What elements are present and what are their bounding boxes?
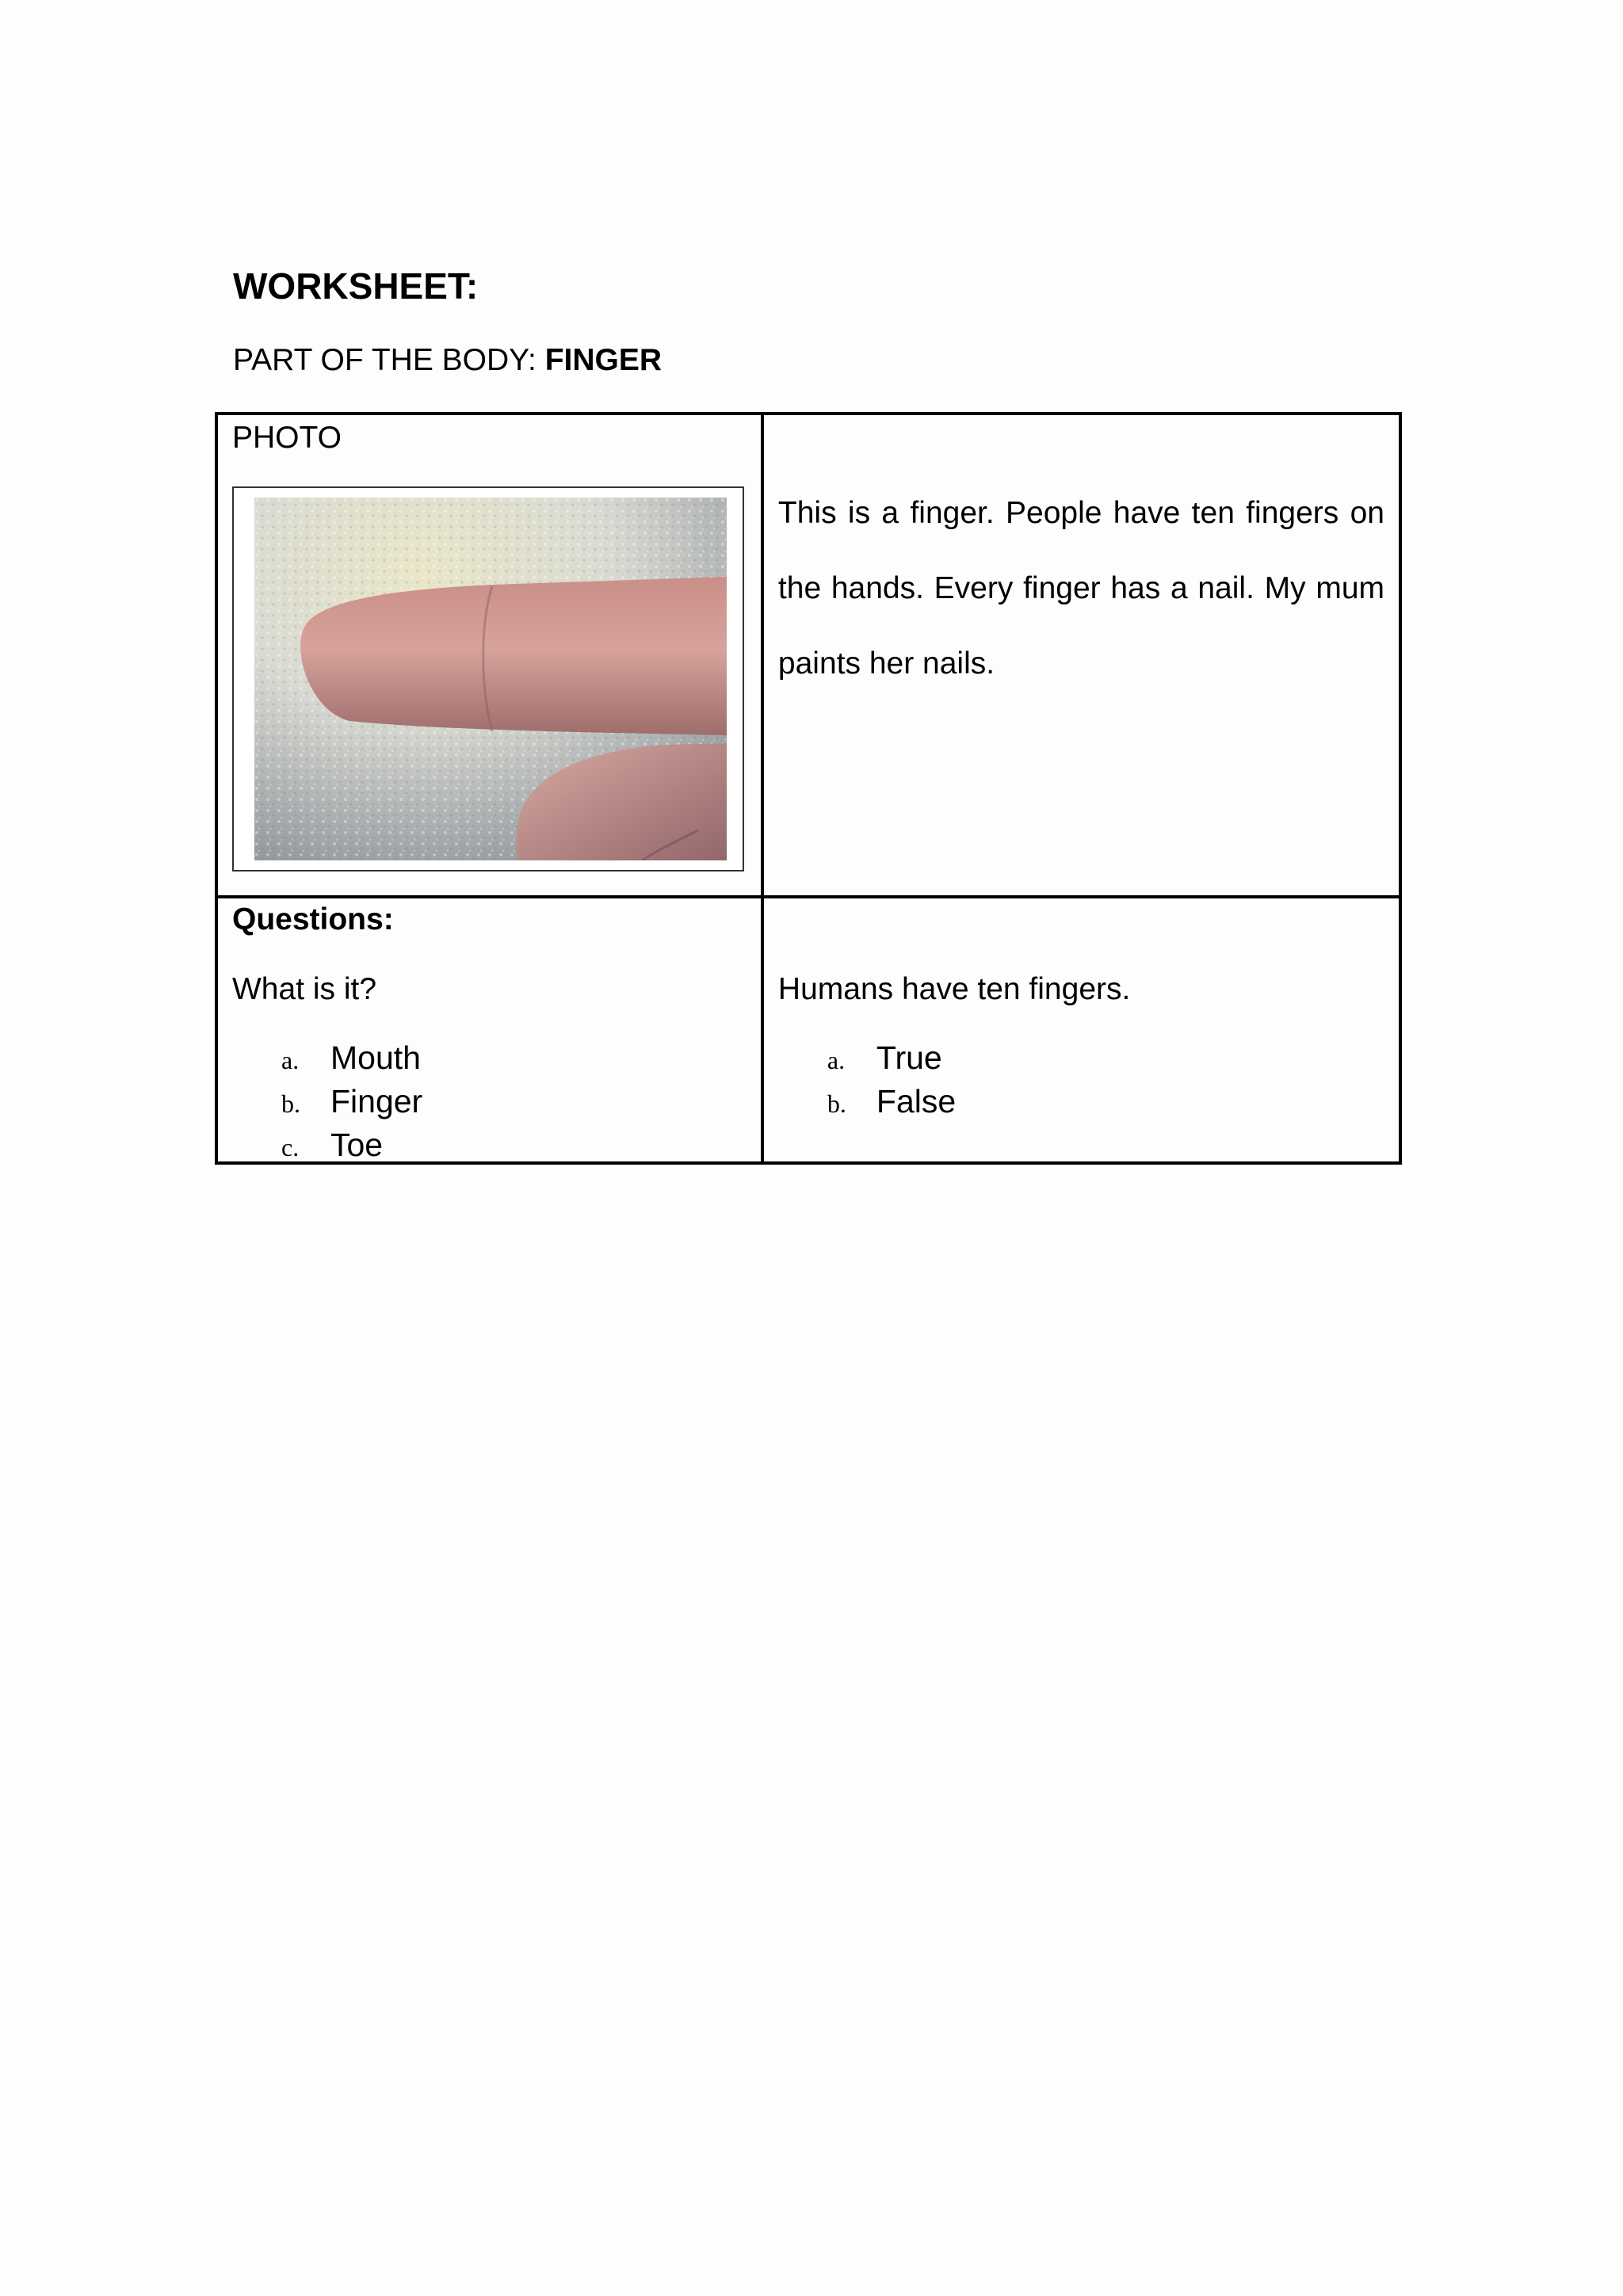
photo-cell (216, 414, 762, 897)
option-text: True (876, 1039, 942, 1076)
option-text: Finger (330, 1083, 423, 1119)
worksheet-row-content (216, 414, 1400, 897)
option-letter: a. (281, 1046, 300, 1074)
page-subtitle (233, 342, 662, 379)
question-1-option-a[interactable] (232, 1039, 422, 1083)
description-text: This is a finger. People have ten fingers on the hands. Every finger has a nail. My mum paints her nails. (777, 496, 1384, 681)
question-2-option-b[interactable] (778, 1083, 956, 1127)
photo-frame (232, 486, 744, 871)
option-text: Toe (330, 1127, 384, 1163)
question-1-option-b[interactable] (232, 1083, 422, 1127)
option-letter: a. (827, 1046, 846, 1074)
worksheet-row-questions (216, 897, 1400, 1163)
question-1-text: What is it? (232, 972, 377, 1006)
question-2-cell (762, 897, 1400, 1163)
subtitle-body-part: FINGER (544, 343, 663, 377)
worksheet-table (215, 412, 1402, 1165)
questions-heading: Questions: (232, 902, 394, 936)
description-cell (762, 414, 1400, 897)
question-1-cell (216, 897, 762, 1163)
question-2-text: Humans have ten fingers. (777, 972, 1131, 1006)
question-2-option-a[interactable] (778, 1039, 956, 1083)
option-letter: c. (281, 1133, 300, 1161)
option-text: False (876, 1083, 957, 1119)
photo-label: PHOTO (232, 421, 342, 455)
page-title: WORKSHEET: (233, 265, 479, 307)
option-letter: b. (827, 1089, 846, 1118)
question-2-options (778, 1039, 956, 1127)
subtitle-prefix: PART OF THE BODY: (233, 343, 545, 377)
option-text: Mouth (330, 1039, 421, 1076)
finger-photo (254, 498, 727, 860)
question-1-options (232, 1039, 422, 1170)
option-letter: b. (281, 1089, 300, 1118)
question-1-option-c[interactable] (232, 1127, 422, 1170)
